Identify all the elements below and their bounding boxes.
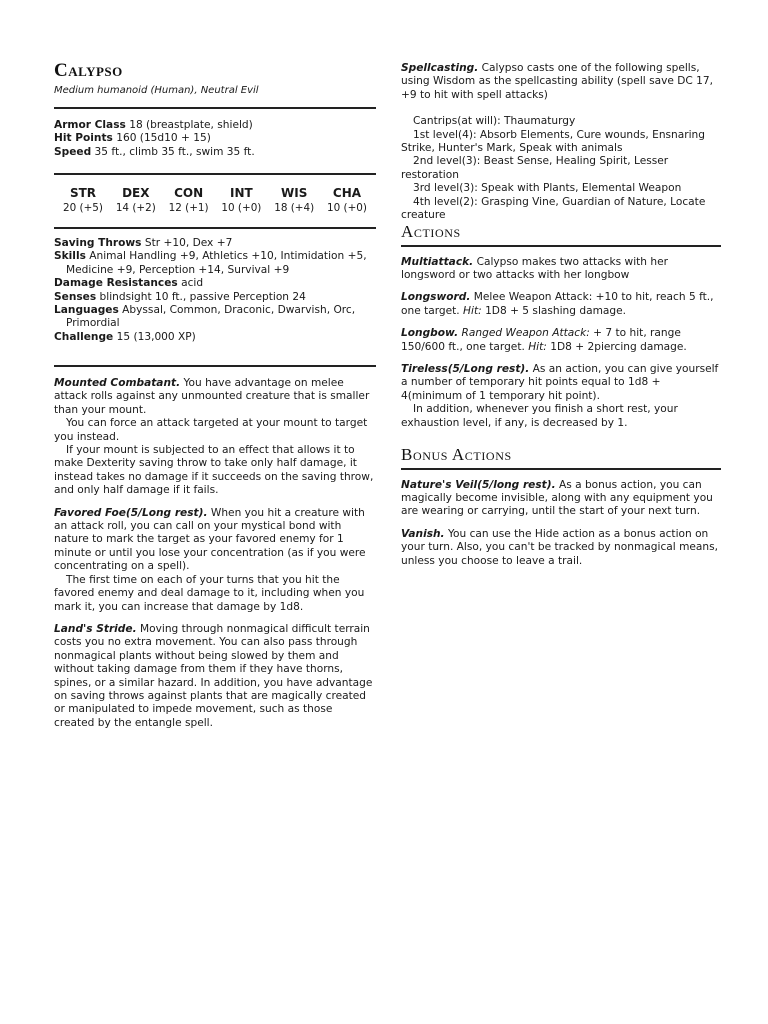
action-longbow: Longbow. Ranged Weapon Attack: + 7 to hit, range 150/600 ft., one target. Hit: 1D8 + 2piercing damage. xyxy=(401,327,687,353)
ability-scores xyxy=(54,185,376,215)
ability-int: INT 10 (+0) xyxy=(221,186,262,214)
skills: Skills Animal Handling +9, Athletics +10, Intimidation +5, Medicine +9, Perception +14, Survival +9 xyxy=(54,250,367,276)
bonus-actions-heading: Bonus Actions xyxy=(401,445,512,464)
trait-mounted-combatant: Mounted Combatant. You have advantage on melee attack rolls against any unmounted creature that is smaller than your mount. You can force an attack targeted at your mount to target you instead. If your mount is subjected to an effect that allows it to make Dexterity saving throw to take only half damage, it instead takes no damage if it succeeds on the saving throw, and only half damage if it fails. xyxy=(54,377,374,497)
spells-level-2: 2nd level(3): Beast Sense, Healing Spirit, Lesser restoration xyxy=(401,155,669,181)
spells-level-1: 1st level(4): Absorb Elements, Cure wounds, Ensnaring Strike, Hunter's Mark, Speak with animals xyxy=(401,128,705,155)
hit-points: Hit Points 160 (15d10 + 15) xyxy=(54,132,211,145)
trait-lands-stride: Land's Stride. Moving through nonmagical difficult terrain costs you no extra movement. You can also pass through nonmagical plants without being slowed by them and without taking damage from them if they have thorns, spines, or a similar hazard. In addition, you have advantage on saving throws against plants that are magically created or manipulated to impede movement, such as those created by the entangle spell. xyxy=(54,622,373,729)
trait-favored-foe: Favored Foe(5/Long rest). When you hit a creature with an attack roll, you can call on your mystical bond with nature to mark the target as your favored enemy for 1 minute or until you lose your concentration (as if you were concentrating on a spell). The first time on each of your turns that you hit the favored enemy and deal damage to it, including when you mark it, you can increase that damage by 1d8. xyxy=(54,506,366,613)
ability-con: CON 12 (+1) xyxy=(168,186,209,214)
action-multiattack: Multiattack. Calypso makes two attacks with her longsword or two attacks with her longbow xyxy=(401,255,668,281)
speed: Speed 35 ft., climb 35 ft., swim 35 ft. xyxy=(54,145,255,158)
senses: Senses blindsight 10 ft., passive Perception 24 xyxy=(54,290,306,303)
actions-rule xyxy=(401,245,721,247)
languages: Languages Abyssal, Common, Draconic, Dwarvish, Orc, Primordial xyxy=(54,304,356,330)
saving-throws: Saving Throws Str +10, Dex +7 xyxy=(54,237,233,249)
spells-cantrips: Cantrips(at will): Thaumaturgy xyxy=(413,115,576,128)
ability-str: STR 20 (+5) xyxy=(63,186,103,214)
ability-cha: CHA 10 (+0) xyxy=(327,186,367,214)
creature-subtitle: Medium humanoid (Human), Neutral Evil xyxy=(54,85,259,96)
actions-section xyxy=(401,222,721,439)
action-tireless: Tireless(5/Long rest). As an action, you can give yourself a number of temporary hit points equal to 1d8 + 4(minimum of 1 temporary hit point). In addition, whenever you finish a short rest, your exhaustion level, if any, is decreased by 1. xyxy=(401,362,719,429)
bonus-natures-veil: Nature's Veil(5/long rest). As a bonus action, you can magically become invisible, along with any equipment you are wearing or carrying, until the start of your next turn. xyxy=(401,478,713,518)
actions-heading: Actions xyxy=(401,222,461,241)
damage-resistances: Damage Resistances acid xyxy=(54,277,204,290)
detail-stats xyxy=(54,237,376,344)
traits xyxy=(54,377,376,739)
ability-dex: DEX 14 (+2) xyxy=(115,186,156,214)
spells-level-3: 3rd level(3): Speak with Plants, Elemental Weapon xyxy=(413,182,682,195)
challenge: Challenge 15 (13,000 XP) xyxy=(54,330,196,343)
header-rule xyxy=(54,107,376,109)
spells-level-4: 4th level(2): Grasping Vine, Guardian of Nature, Locate creature xyxy=(401,195,706,222)
action-longsword: Longsword. Melee Weapon Attack: +10 to hit, reach 5 ft., one target. Hit: 1D8 + 5 slashing damage. xyxy=(401,291,714,317)
abilities-bottom-rule xyxy=(54,227,376,229)
bonus-vanish: Vanish. You can use the Hide action as a bonus action on your turn. Also, you can't be tracked by nonmagical means, unless you choose to leave a trail. xyxy=(401,527,719,567)
creature-name: Calypso xyxy=(54,60,123,81)
spellcasting: Spellcasting. Calypso casts one of the following spells, using Wisdom as the spellcasting ability (spell save DC 17, +9 to hit with spell attacks) Cantrips(at will): Thaumaturgy 1st level(4): Absorb Elements, Cure wounds, Ensnaring Strike, Hunter's Mark, Speak with animals 2nd level(3): Beast Sense, Healing Spirit, Lesser restoration 3rd level(3): Speak with Plants, Elemental Weapon 4th level(2): Grasping Vine, Guardian of Nature, Locate creature xyxy=(401,62,721,222)
ability-wis: WIS 18 (+4) xyxy=(274,186,315,214)
armor-class: Armor Class 18 (breastplate, shield) xyxy=(54,119,253,131)
bonus-actions-rule xyxy=(401,468,721,470)
traits-rule xyxy=(54,365,376,367)
bonus-actions-section xyxy=(401,445,721,577)
basic-stats xyxy=(54,119,376,159)
abilities-top-rule xyxy=(54,173,376,175)
